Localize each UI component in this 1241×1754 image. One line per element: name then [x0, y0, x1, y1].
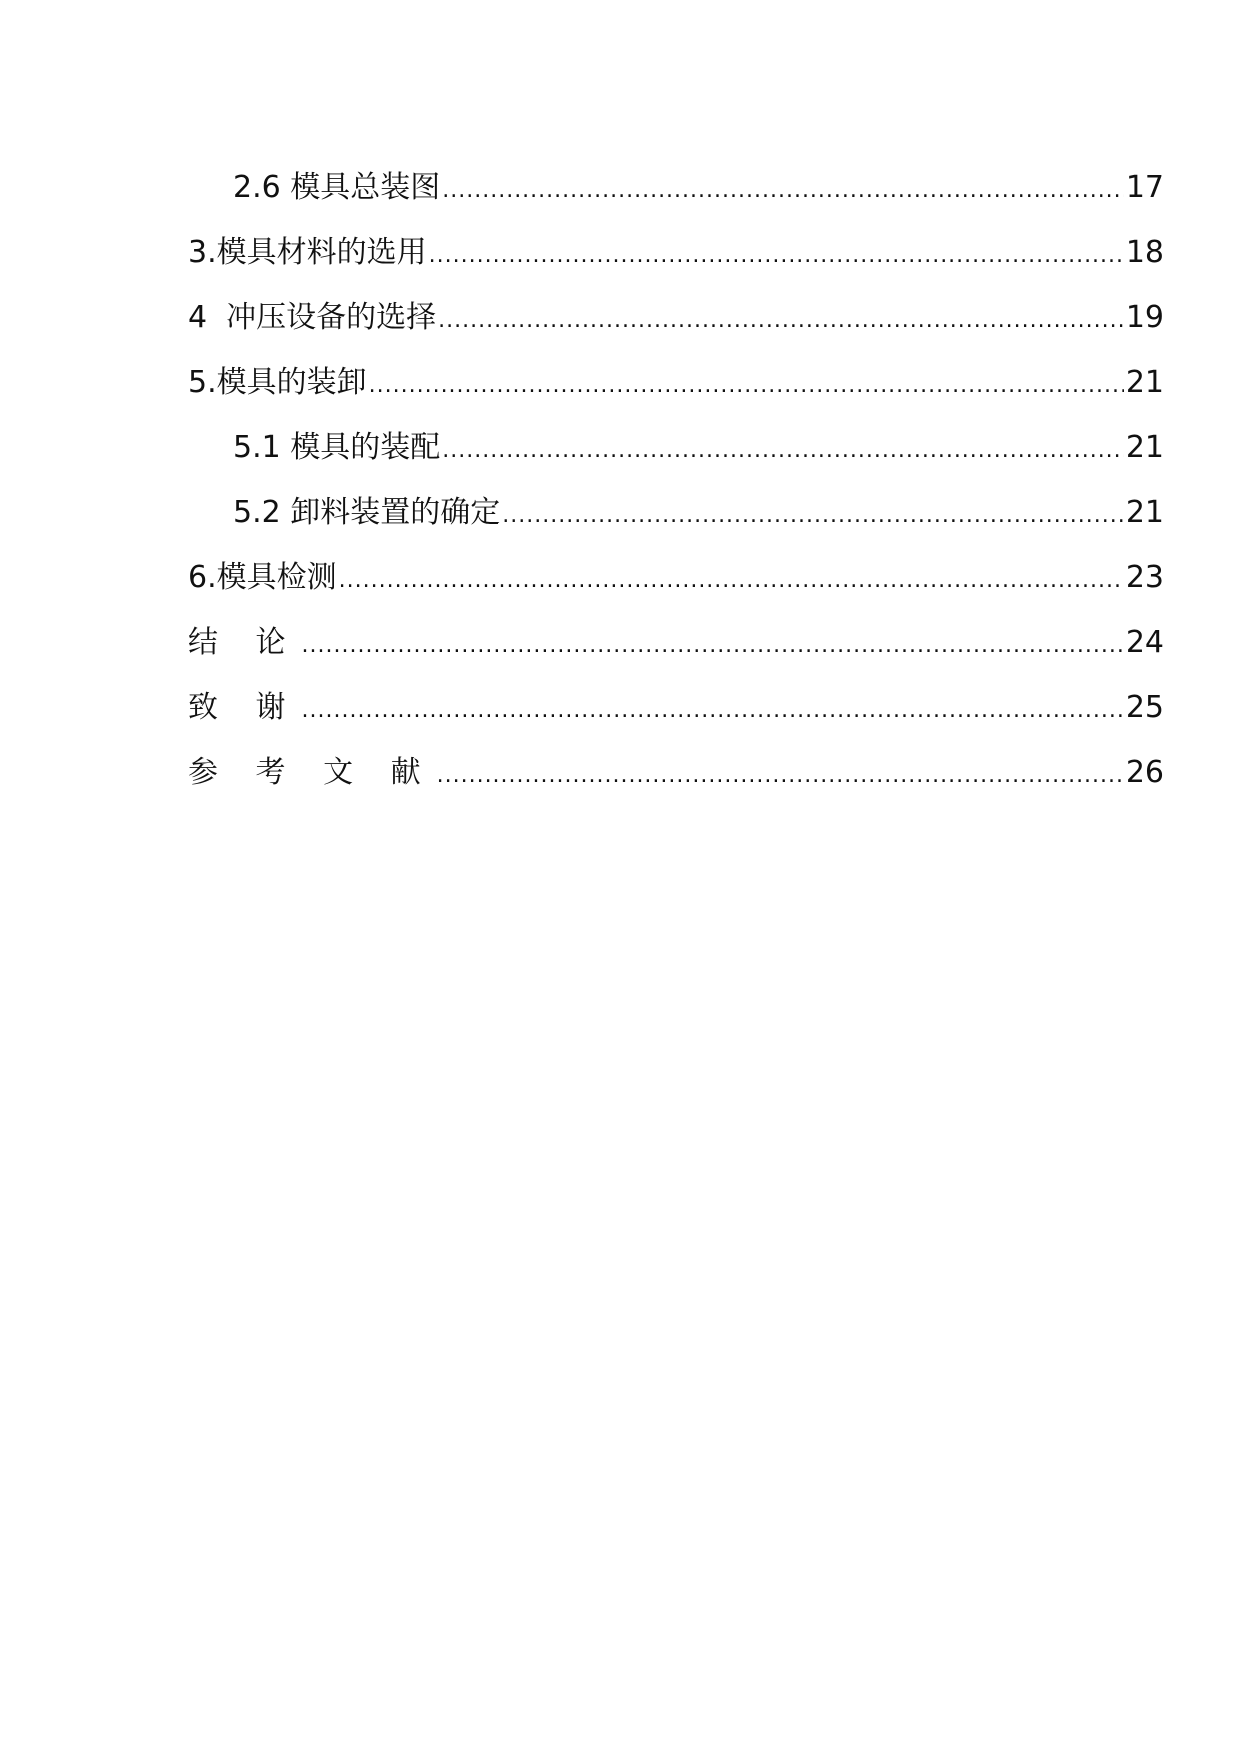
toc-entry-title: 5.2 卸料装置的确定	[233, 495, 501, 530]
dot-leader	[442, 415, 1124, 483]
dot-leader	[302, 675, 1124, 743]
dot-leader	[369, 350, 1124, 418]
toc-entry-page: 19	[1125, 300, 1164, 335]
toc-entry[interactable]	[188, 480, 1164, 545]
toc-entry-title: 5.1 模具的装配	[233, 430, 441, 465]
toc-entry-title: 参 考 文 献	[188, 755, 435, 790]
toc-entry-title: 2.6 模具总装图	[233, 170, 441, 205]
dot-leader	[429, 220, 1124, 288]
toc-entry-title: 结 论	[188, 625, 300, 660]
toc-entry-title: 6.模具检测	[188, 560, 337, 595]
toc-entry-title: 3.模具材料的选用	[188, 235, 427, 270]
dot-leader	[442, 155, 1124, 223]
toc-entry-page: 23	[1125, 560, 1164, 595]
dot-leader	[502, 480, 1124, 548]
toc-entry-title: 致 谢	[188, 690, 300, 725]
dot-leader	[339, 545, 1124, 613]
table-of-contents	[188, 155, 1164, 805]
toc-entry-page: 21	[1125, 495, 1164, 530]
toc-entry-page: 21	[1125, 430, 1164, 465]
toc-entry-page: 24	[1125, 625, 1164, 660]
dot-leader	[438, 285, 1124, 353]
toc-entry-page: 26	[1125, 755, 1164, 790]
toc-entry[interactable]	[188, 545, 1164, 610]
toc-entry-page: 18	[1125, 235, 1164, 270]
toc-entry[interactable]	[188, 285, 1164, 350]
toc-entry-page: 17	[1125, 170, 1164, 205]
toc-entry[interactable]	[188, 675, 1164, 740]
toc-entry-title: 5.模具的装卸	[188, 365, 367, 400]
toc-entry[interactable]	[188, 155, 1164, 220]
toc-entry[interactable]	[188, 350, 1164, 415]
toc-entry[interactable]	[188, 610, 1164, 675]
dot-leader	[302, 610, 1124, 678]
toc-entry-page: 25	[1125, 690, 1164, 725]
toc-entry[interactable]	[188, 220, 1164, 285]
toc-entry-title: 4 冲压设备的选择	[188, 300, 437, 335]
toc-entry[interactable]	[188, 415, 1164, 480]
toc-entry-page: 21	[1125, 365, 1164, 400]
dot-leader	[437, 740, 1124, 808]
toc-entry[interactable]	[188, 740, 1164, 805]
